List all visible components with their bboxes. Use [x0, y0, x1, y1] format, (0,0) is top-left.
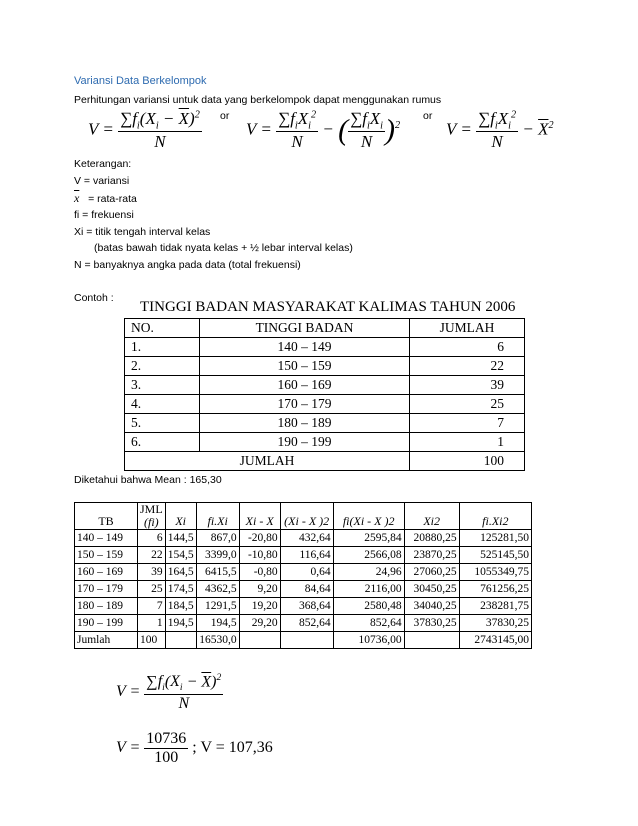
table1-cell-count: 1 — [410, 433, 525, 452]
table2-header-xi2: Xi2 — [404, 503, 459, 530]
keterangan-xbar-row — [74, 191, 137, 206]
table1-cell-no: 5. — [125, 414, 200, 433]
table1-total-row — [125, 452, 525, 471]
table2-header-jml: JML — [140, 502, 163, 516]
table2-cell: 144,5 — [165, 530, 196, 547]
table2-total-cell — [165, 632, 196, 649]
table2-cell: 37830,25 — [404, 615, 459, 632]
table1-cell-count: 6 — [410, 338, 525, 357]
table-row — [75, 547, 532, 564]
table2-total-cell: 2743145,00 — [459, 632, 531, 649]
formula-variance-1: V = $\frac{\sum f_i(X_i - \overline{X})^2}{N}$ — [88, 109, 200, 152]
table2-cell: 27060,25 — [404, 564, 459, 581]
table-row — [125, 338, 525, 357]
table1-total-value: 100 — [410, 452, 525, 471]
table2-cell: 24,96 — [333, 564, 404, 581]
table-row — [125, 376, 525, 395]
table1-cell-no: 6. — [125, 433, 200, 452]
table2-total-cell: 16530,0 — [196, 632, 239, 649]
table2-cell: 164,5 — [165, 564, 196, 581]
table2-header-xi-minus-mean: Xi - X — [239, 503, 280, 530]
calc-result: ; V = 107,36 — [192, 739, 273, 757]
table2-header-xi: Xi — [165, 503, 196, 530]
table1-title: TINGGI BADAN MASYARAKAT KALIMAS TAHUN 2006 — [140, 299, 516, 315]
or-label-1: or — [220, 110, 230, 122]
table2-cell: 30450,25 — [404, 581, 459, 598]
table2-cell: 37830,25 — [459, 615, 531, 632]
table2-cell: 0,64 — [280, 564, 333, 581]
table2-cell: 852,64 — [280, 615, 333, 632]
table1-cell-count: 7 — [410, 414, 525, 433]
table2-cell: 368,64 — [280, 598, 333, 615]
variance-calc-table — [74, 502, 532, 649]
table1-cell-height: 160 – 169 — [200, 376, 410, 395]
keterangan-n: N = banyaknya angka pada data (total frekuensi) — [74, 259, 301, 271]
table2-cell: 190 – 199 — [75, 615, 138, 632]
keterangan-title: Keterangan: — [74, 158, 132, 170]
table2-header-squared-dev: (Xi - X )2 — [280, 503, 333, 530]
table1-header-count: JUMLAH — [410, 319, 525, 338]
table-row — [125, 395, 525, 414]
table2-cell: 1055349,75 — [459, 564, 531, 581]
table2-cell: 2580,48 — [333, 598, 404, 615]
table2-header-fi — [138, 503, 166, 530]
keterangan-v: V = variansi — [74, 175, 130, 187]
table2-cell: 180 – 189 — [75, 598, 138, 615]
table1-cell-count: 22 — [410, 357, 525, 376]
table2-cell: 3399,0 — [196, 547, 239, 564]
table2-cell: 125281,50 — [459, 530, 531, 547]
table2-cell: 2116,00 — [333, 581, 404, 598]
table1-cell-no: 1. — [125, 338, 200, 357]
keterangan-xbar: = rata-rata — [88, 193, 137, 205]
table1-cell-no: 4. — [125, 395, 200, 414]
xbar-symbol: $\overline{x}$ — [74, 191, 80, 205]
table2-header-fi-squared-dev: fi(Xi - X )2 — [333, 503, 404, 530]
table-row — [75, 615, 532, 632]
calc-fraction — [144, 730, 188, 767]
table2-cell: 525145,50 — [459, 547, 531, 564]
table2-cell: 34040,25 — [404, 598, 459, 615]
table-row — [75, 598, 532, 615]
table2-cell: 7 — [138, 598, 166, 615]
table2-total-row — [75, 632, 532, 649]
variance-result — [116, 730, 273, 767]
section-heading: Variansi Data Berkelompok — [74, 75, 207, 87]
keterangan-fi: fi = frekuensi — [74, 209, 134, 221]
table1-header-row — [125, 319, 525, 338]
table2-total-cell: 100 — [138, 632, 166, 649]
table2-cell: 140 – 149 — [75, 530, 138, 547]
table1-cell-count: 25 — [410, 395, 525, 414]
table2-cell: 194,5 — [196, 615, 239, 632]
table2-cell: 174,5 — [165, 581, 196, 598]
table2-total-cell — [404, 632, 459, 649]
table2-cell: 1 — [138, 615, 166, 632]
table2-cell: -20,80 — [239, 530, 280, 547]
table2-cell: 194,5 — [165, 615, 196, 632]
table2-total-cell: 10736,00 — [333, 632, 404, 649]
table1-cell-height: 170 – 179 — [200, 395, 410, 414]
or-label-2: or — [423, 110, 433, 122]
table2-cell: 4362,5 — [196, 581, 239, 598]
table-row — [75, 530, 532, 547]
table2-cell: 116,64 — [280, 547, 333, 564]
table2-cell: 25 — [138, 581, 166, 598]
table1-cell-height: 190 – 199 — [200, 433, 410, 452]
table2-total-cell: Jumlah — [75, 632, 138, 649]
table2-cell: 432,64 — [280, 530, 333, 547]
table2-cell: 238281,75 — [459, 598, 531, 615]
table2-header-row — [75, 503, 532, 530]
keterangan-xi: Xi = titik tengah interval kelas — [74, 226, 211, 238]
table2-cell: 22 — [138, 547, 166, 564]
table1-cell-height: 150 – 159 — [200, 357, 410, 376]
table2-cell: 20880,25 — [404, 530, 459, 547]
table2-cell: 9,20 — [239, 581, 280, 598]
contoh-label: Contoh : — [74, 292, 114, 304]
table2-cell: -0,80 — [239, 564, 280, 581]
table2-header-fixi2: fi.Xi2 — [459, 503, 531, 530]
table2-cell: 19,20 — [239, 598, 280, 615]
table1-header-height: TINGGI BADAN — [200, 319, 410, 338]
table-row — [75, 581, 532, 598]
table2-cell: 867,0 — [196, 530, 239, 547]
height-table — [124, 318, 525, 471]
table2-cell: -10,80 — [239, 547, 280, 564]
table1-cell-no: 2. — [125, 357, 200, 376]
table2-cell: 39 — [138, 564, 166, 581]
table2-cell: 6 — [138, 530, 166, 547]
table2-cell: 170 – 179 — [75, 581, 138, 598]
table1-header-no: NO. — [125, 319, 200, 338]
formula-variance-calc: V = $\frac{\sum f_i(X_i - \overline{X})^2}{N}$ — [116, 672, 222, 712]
table1-cell-height: 140 – 149 — [200, 338, 410, 357]
table2-cell: 160 – 169 — [75, 564, 138, 581]
calc-denominator: 100 — [154, 749, 179, 766]
table1-cell-count: 39 — [410, 376, 525, 395]
formula-variance-3: V = $\frac{\sum f_iX_i^2}{N}$ − $\overline{X}^2$ — [446, 109, 554, 152]
table-row — [125, 357, 525, 376]
table2-cell: 23870,25 — [404, 547, 459, 564]
keterangan-xi-note: (batas bawah tidak nyata kelas + ½ lebar interval kelas) — [94, 242, 353, 254]
calc-v-label: V = — [116, 739, 141, 757]
table-row — [75, 564, 532, 581]
table2-total-cell — [280, 632, 333, 649]
table2-cell: 6415,5 — [196, 564, 239, 581]
table2-cell: 154,5 — [165, 547, 196, 564]
table2-cell: 761256,25 — [459, 581, 531, 598]
calc-numerator: 10736 — [146, 730, 187, 747]
table2-cell: 184,5 — [165, 598, 196, 615]
mean-text: Diketahui bahwa Mean : 165,30 — [74, 474, 222, 486]
table2-header-fi-sub: (fi) — [144, 515, 159, 529]
table-row — [125, 414, 525, 433]
table1-total-label: JUMLAH — [125, 452, 410, 471]
table2-cell: 2595,84 — [333, 530, 404, 547]
table2-cell: 2566,08 — [333, 547, 404, 564]
table1-cell-height: 180 – 189 — [200, 414, 410, 433]
table1-cell-no: 3. — [125, 376, 200, 395]
table2-cell: 1291,5 — [196, 598, 239, 615]
table2-cell: 84,64 — [280, 581, 333, 598]
intro-text: Perhitungan variansi untuk data yang berkelompok dapat menggunakan rumus — [74, 94, 442, 106]
table2-total-cell — [239, 632, 280, 649]
table-row — [125, 433, 525, 452]
table2-cell: 29,20 — [239, 615, 280, 632]
table2-header-fixi: fi.Xi — [196, 503, 239, 530]
table2-cell: 852,64 — [333, 615, 404, 632]
table2-cell: 150 – 159 — [75, 547, 138, 564]
table2-header-tb: TB — [75, 503, 138, 530]
formula-variance-2: V = $\frac{\sum f_iX_i^2}{N}$ − ( $\frac{\sum f_iX_i}{N}$ )$^2$ — [246, 109, 401, 152]
